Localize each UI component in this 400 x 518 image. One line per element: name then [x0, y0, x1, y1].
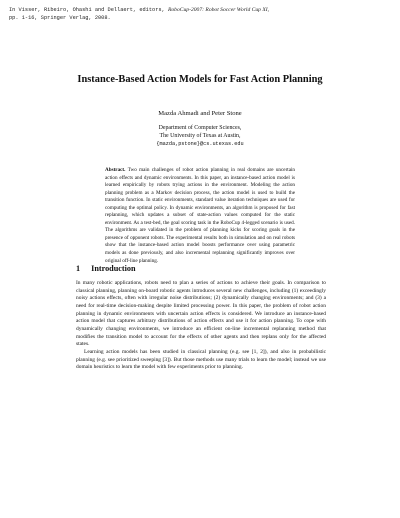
section-number: 1	[76, 264, 81, 273]
citation-editors: In Visser, Ribeiro, Ohashi and Dellaert, editors,	[9, 7, 165, 13]
citation-header	[9, 7, 394, 22]
citation-venue: RoboCup-2007: Robot Soccer World Cup XI,	[167, 7, 270, 13]
body-paragraph: Learning action models has been studied in classical planning (e.g. see [1, 2]), and also in probabilistic planning (e.g. see prioritized sweeping [3]). But those methods use many trials to learn the model; instead we use domain heuristics to learn the model with few experiments prior to planning.	[76, 348, 326, 371]
abstract	[105, 167, 295, 265]
affiliation-department: Department of Computer Sciences,	[158, 125, 242, 131]
section-title: Introduction	[91, 264, 136, 273]
abstract-label: Abstract.	[105, 167, 126, 173]
affiliation-block	[0, 125, 400, 148]
section-body	[76, 280, 326, 372]
paper-title: Instance-Based Action Models for Fast Action Planning	[77, 74, 323, 85]
author-email: {mazda,pstone}@cs.utexas.edu	[156, 140, 244, 147]
abstract-text: Two main challenges of robot action planning in real domains are uncertain action effects and dynamic environments. In this paper, an instance-based action model is learned empirically by robots trying actions in the environment. Modeling the action planning problem as a Markov decision process, the action model is used to build the transition function. In static environments, standard value iteration techniques are used for computing the optimal policy. In dynamic environments, an algorithm is proposed for fast replanning, which updates a subset of state-action values computed for the static environment. As a test-bed, the goal scoring task in the RoboCup 4-legged scenario is used. The algorithms are validated in the problem of planning kicks for scoring goals in the presence of opponent robots. The experimental results both in simulation and on real robots show that the instance-based action model boosts performance over using parametric models as done previously, and also incremental replanning significantly improves over original off-line planning.	[105, 167, 295, 264]
paper-authors: Mazda Ahmadi and Peter Stone	[158, 110, 242, 117]
affiliation-university: The University of Texas at Austin,	[159, 132, 241, 139]
section-heading	[76, 264, 136, 273]
body-paragraph: In many robotic applications, robots need to plan a series of actions to achieve their goals. In comparison to classical planning, planning on-board robotic agents introduces several new challenges, including (1) exceedingly noisy actions effects, often with irregular noise distributions; (2) dynamically changing environments; and (3) a need for real-time decision-making despite limited processing power. In this paper, the problem of robot action planning in dynamic environments with uncertain action effects is considered. We introduce an instance-based action model that captures arbitrary distributions of action effects and use it for action planning. To cope with dynamically changing environments, we introduce an efficient on-line incremental replanning method that modifies the transition model to account for the effects of other agents and then replans only for the affected states.	[76, 280, 326, 348]
citation-pages: pp. 1-16, Springer Verlag, 2008.	[9, 14, 111, 21]
